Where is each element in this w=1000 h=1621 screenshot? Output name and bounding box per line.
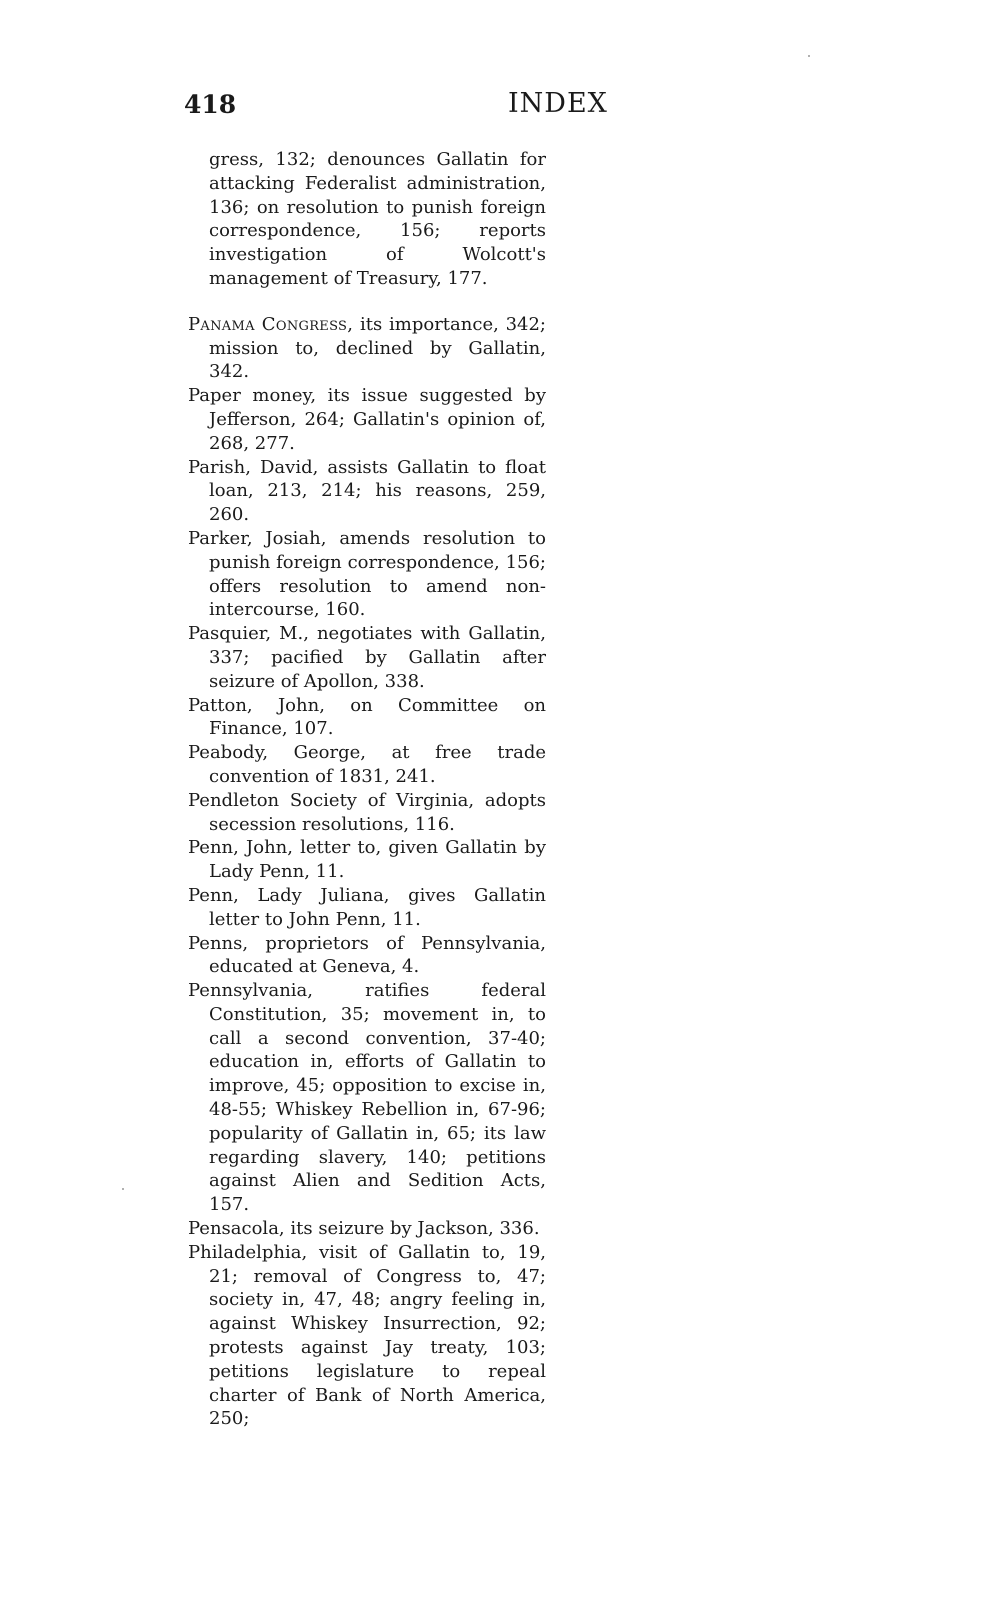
index-entry-peabody: Peabody, George, at free trade convention of 1831, 241.: [188, 742, 546, 787]
index-entry-pennsylvania: Pennsylvania, ratifies federal Constitution, 35; movement in, to call a second convention, 37-40; education in, efforts of Gallatin to improve, 45; opposition to excise in, 48-55; Whiskey Rebellion in, 67-96; popularity of Gallatin in, 65; its law regarding slavery, 140; petitions against Alien and Sedition Acts, 157.: [188, 980, 546, 1216]
index-entry-parish: Parish, David, assists Gallatin to float loan, 213, 214; his reasons, 259, 260.: [188, 456, 546, 526]
scan-speck: [122, 1188, 124, 1190]
paragraph-gap: [188, 291, 546, 313]
index-entry-philadelphia: Philadelphia, visit of Gallatin to, 19, 21; removal of Congress to, 47; society in, 47, 48; angry feeling in, against Whiskey Insurrection, 92; protests against Jay treaty, 103; petitions legislature to repeal charter of Bank of North America, 250;: [188, 1241, 546, 1430]
index-entry-penn-lady-juliana: Penn, Lady Juliana, gives Gallatin letter to John Penn, 11.: [188, 884, 546, 930]
index-entry-patton: Patton, John, on Committee on Finance, 107.: [188, 694, 546, 740]
index-entry-penn-john: Penn, John, letter to, given Gallatin by Lady Penn, 11.: [188, 837, 546, 883]
page-number: 418: [184, 90, 237, 119]
index-entry-parker: Parker, Josiah, amends resolution to punish foreign correspondence, 156; offers resolution to amend non-intercourse, 160.: [188, 527, 546, 621]
index-column: [188, 148, 546, 1431]
index-entry-pensacola: Pensacola, its seizure by Jackson, 336.: [188, 1218, 540, 1240]
index-entry-paper-money: Paper money, its issue suggested by Jefferson, 264; Gallatin's opinion of, 268, 277.: [188, 385, 546, 454]
continued-entry: gress, 132; denounces Gallatin for attacking Federalist administration, 136; on resolution to punish foreign correspondence, 156; reports investigation of Wolcott's management of Treasury, 177.: [209, 149, 546, 289]
entry-text: its importance, 342; mission to, declined by Gallatin, 342.: [209, 313, 546, 383]
entry-heading-small-caps: Panama Congress,: [188, 313, 354, 335]
scan-speck: [808, 55, 810, 57]
index-entry-panama-congress: [188, 313, 546, 384]
index-entry-pasquier: Pasquier, M., negotiates with Gallatin, 337; pacified by Gallatin after seizure of Apollon, 338.: [188, 623, 546, 692]
index-entry-pendleton-society: Pendleton Society of Virginia, adopts secession resolutions, 116.: [188, 789, 546, 835]
index-entry-penns: Penns, proprietors of Pennsylvania, educated at Geneva, 4.: [188, 932, 546, 978]
page-title: INDEX: [508, 88, 608, 119]
